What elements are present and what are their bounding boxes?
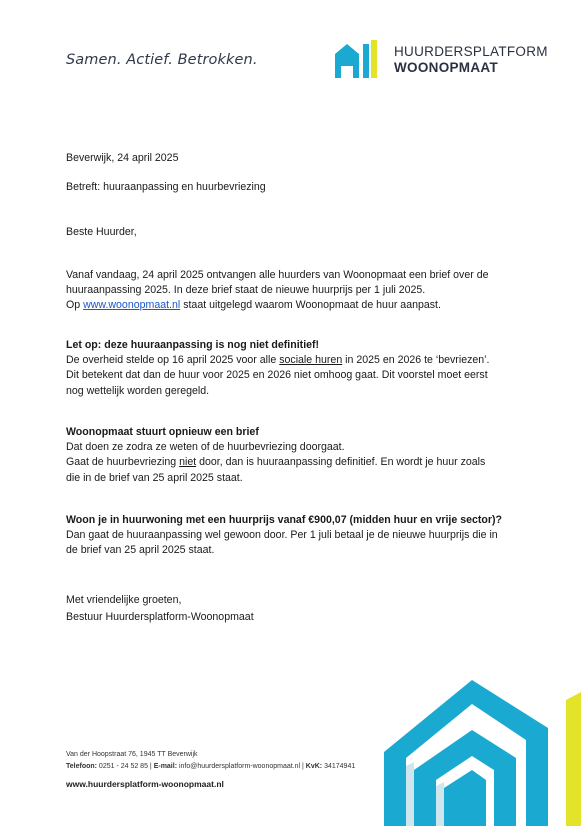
footer-address: Van der Hoopstraat 76, 1945 TT Beverwijk [66, 751, 198, 758]
section-text: De overheid stelde op 16 april 2025 voor alle [66, 354, 280, 367]
intro-line [66, 298, 526, 313]
section-line: de brief van 25 april 2025 staat. [66, 544, 215, 557]
intro-text: staat uitgelegd waarom Woonopmaat de huur aanpast. [180, 299, 441, 312]
section-line: die in de brief van 25 april 2025 staat. [66, 471, 243, 484]
salutation: Beste Huurder, [66, 226, 137, 238]
building-graphic [380, 670, 581, 826]
underlined-text: sociale huren [279, 354, 343, 367]
section-heading: Let op: deze huuraanpassing is nog niet definitief! [66, 339, 320, 351]
section-line: nog wettelijk worden geregeld. [66, 384, 210, 397]
building-logo-icon [333, 40, 383, 78]
section-text: in 2025 en 2026 te ‘bevriezen’. [342, 354, 490, 367]
underlined-text: niet [179, 456, 197, 469]
closing-block [66, 593, 526, 625]
section-heading: Woonopmaat stuurt opnieuw een brief [66, 426, 259, 438]
phone-value: 0251 - 24 52 85 | [96, 763, 154, 770]
section-text: door, dan is huuraanpassing definitief. En wordt je huur zoals [196, 456, 486, 469]
section-line: Dit betekent dat dan de huur voor 2025 en 2026 niet omhoog gaat. Dit voorstel moet eerst [66, 369, 488, 382]
date-line: Beverwijk, 24 april 2025 [66, 152, 179, 164]
phone-label: Telefoon: [66, 763, 97, 770]
intro-line: huuraanpassing 2025. In deze brief staat de nieuwe huurprijs per 1 juli 2025. [66, 284, 426, 297]
kvk-label: KvK: [305, 763, 323, 770]
section-notice [66, 338, 526, 399]
logo-subtitle: WOONOPMAAT [394, 60, 498, 75]
email-value: info@huurdersplatform-woonopmaat.nl | [177, 763, 306, 770]
section-text: Gaat de huurbevriezing [66, 456, 180, 469]
section-line [66, 353, 526, 368]
footer-website-link[interactable]: www.huurdersplatform-woonopmaat.nl [66, 779, 224, 789]
tagline: Samen. Actief. Betrokken. [66, 52, 258, 68]
footer-contact [66, 763, 355, 770]
signature: Bestuur Huurdersplatform-Woonopmaat [66, 611, 254, 624]
kvk-value: 34174941 [322, 763, 356, 770]
closing: Met vriendelijke groeten, [66, 594, 182, 606]
subject-line: Betreft: huuraanpassing en huurbevriezing [66, 181, 266, 193]
section-line: Dat doen ze zodra ze weten of de huurbevriezing doorgaat. [66, 441, 345, 454]
section-line: Dan gaat de huuraanpassing wel gewoon door. Per 1 juli betaal je de nieuwe huurprijs die in [66, 529, 498, 542]
logo [333, 40, 563, 80]
logo-title: HUURDERSPLATFORM [394, 44, 548, 59]
intro-line: Vanaf vandaag, 24 april 2025 ontvangen alle huurders van Woonopmaat een brief over de [66, 269, 489, 281]
woonopmaat-link[interactable]: www.woonopmaat.nl [83, 299, 181, 312]
section-heading: Woon je in huurwoning met een huurprijs vanaf €900,07 (midden huur en vrije sector)? [66, 514, 502, 526]
section-middle-rent [66, 513, 526, 559]
intro-paragraph [66, 268, 526, 314]
intro-text: Op [66, 299, 84, 312]
email-label: E-mail: [153, 763, 178, 770]
section-line [66, 455, 526, 470]
section-new-letter [66, 425, 526, 486]
